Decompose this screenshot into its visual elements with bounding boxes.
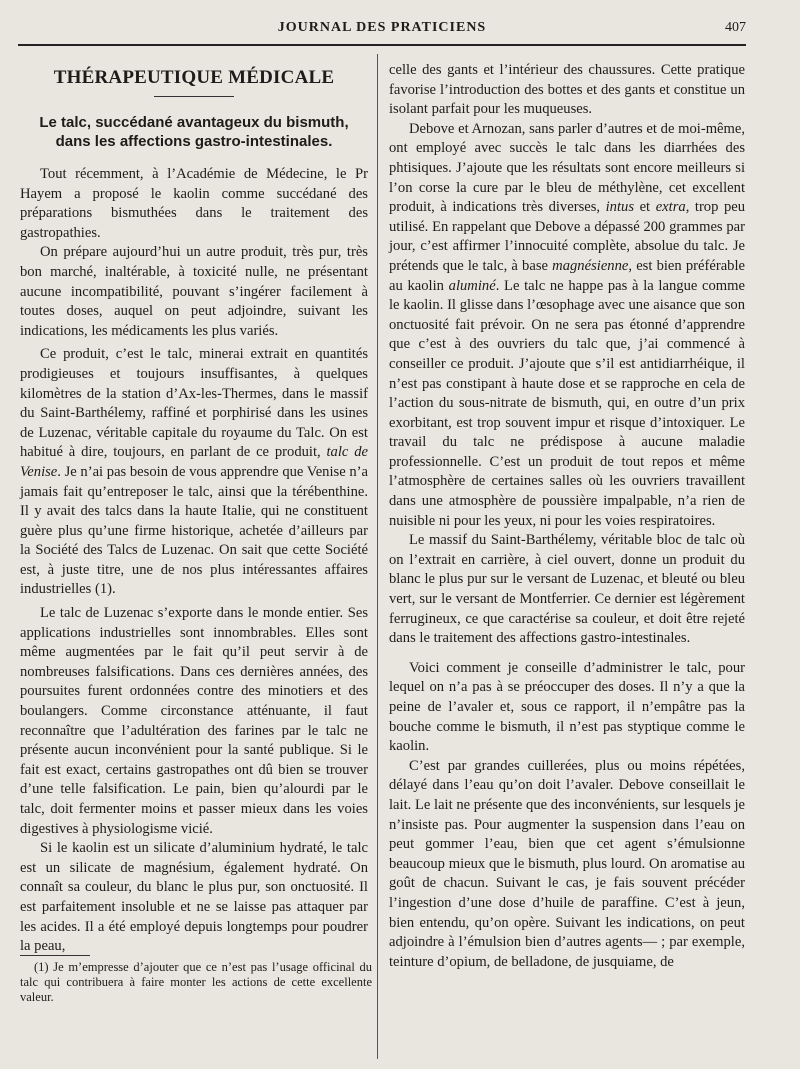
text-run: Debove et Arnozan, sans parler d’autres et de moi-même, ont employé avec succès le talc dans les diarrhées des phtisiques. J’ajoute que les résultats sont encore meilleurs si l’on corse la cure par le bleu de méthylène, cet excellent produit, à indications très diverses, — [389, 120, 745, 216]
article-title: Le talc, succédané avantageux du bismuth, dans les affections gastro-intestinales. — [39, 114, 349, 150]
journal-title: JOURNAL DES PRATICIENS — [277, 20, 487, 35]
italic-text: magnésienne — [552, 257, 629, 274]
text-run: , est bien préférable au kaolin — [389, 257, 745, 294]
title-rule — [154, 96, 234, 97]
paragraph: Si le kaolin est un silicate d’aluminium hydraté, le talc est un silicate de magnésium, également hydraté. On connaît sa couleur, du blanc le plus pur, son onctuosité. Il est parfaitement insoluble et ne se laisse pas attaquer par les acides. Il a été employé depuis longtemps pour poudrer la peau, — [20, 840, 368, 955]
paragraph: On prépare aujourd’hui un autre produit, très pur, très bon marché, inaltérable, à toxicité nulle, ne présentant aucune incompatibilité, pouvant s’ingérer facilement à toutes doses, auquel on peut adjoindre, suivant les indications, les médicaments les plus variés. — [20, 244, 368, 339]
text-run: . Le talc ne happe pas à la langue comme le kaolin. Il glisse dans l’œsophage avec une aisance que son onctuosité fait prévoir. On ne sera pas étonné d’apprendre que c’est à des ouvriers du talc que, j’ai commencé à conseiller ce produit. J’ajoute que s’il est antidiarrhéique, il n’est pas constipant à haute dose et se rapproche en cela de l’action du sous-nitrate de bismuth, qui, en outre d’un prix exorbitant, est trop souvent impur et risque d’intoxiquer. Le travail du talc ne prédispose à aucune maladie professionnelle. C’est un produit de tout repos et même l’atmosphère de certaines salles où les ouvriers travaillent dans une atmosphère de poussière impalpable, n’a rien de nuisible ni pour les yeux, ni pour les voies respiratoires. — [389, 277, 745, 529]
text-run: et — [639, 199, 651, 216]
footnote: (1) Je m’empresse d’ajouter que ce n’est pas l’usage officinal du talc qui contribuera à faire monter les actions de cette excellente valeur. — [20, 960, 372, 1004]
paragraph: Le massif du Saint-Barthélemy, véritable bloc de talc où on l’extrait en carrière, à ciel ouvert, donne un produit du blanc le plus pur sur le versant de Luzenac, et bleuté ou bleu vert, sur le versant de Montferrier. Ce dernier est légèrement ferrugineux, ce que caractérise sa couleur, et doit être rejeté dans le traitement des affections gastro-intestinales. — [389, 532, 745, 647]
column-divider — [377, 54, 378, 1059]
paragraph: Tout récemment, à l’Académie de Médecine, le Pr Hayem a proposé le kaolin comme succédané des préparations bismuthées dans le traitement des gastropathies. — [20, 166, 368, 241]
paragraph: Le talc de Luzenac s’exporte dans le monde entier. Ses applications industrielles sont innombrables. Elles sont même augmentées par le fait qu’il peut servir à de nombreuses falsifications. Dans ces dernières années, des poursuites furent ordonnées contre des minotiers et des boulangers. Comme circonstance atténuante, il faut reconnaître que l’adultération des farines par le talc ne présente aucun inconvénient pour la santé publique. Si le fait est exact, certains gastropathes ont dû bien se trouver d’une telle falsification. Le pain, bien qu’alourdi par le talc, doit fermenter moins et passer mieux dans les voies digestives à physiologisme vicié. — [20, 605, 368, 837]
running-head — [18, 20, 746, 40]
italic-text: aluminé — [448, 277, 496, 294]
text-run: Ce produit, c’est le talc, minerai extrait en quantités prodigieuses et toujours insuffisantes, à quelques kilomètres de la station d’Ax-les-Thermes, dans le massif du Saint-Barthélemy, raffiné et porphirisé dans les usines de Luzenac, véritable capitale du royaume du Talc. On est habitué à dire, toujours, en parlant de ce produit, — [20, 346, 368, 461]
header-rule — [18, 44, 746, 46]
page-number: 407 — [725, 20, 746, 35]
section-title: THÉRAPEUTIQUE MÉDICALE — [53, 67, 335, 88]
paragraph: Voici comment je conseille d’administrer le talc, pour lequel on n’a pas à se préoccuper des doses. Il n’y a que la peine de l’avaler et, sous ce rapport, il n’empâtre pas la bouche comme le bismuth, il n’est pas styptique comme le kaolin. — [389, 659, 745, 755]
paragraph: celle des gants et l’intérieur des chaussures. Cette pratique favorise l’introduction des bottes et des gants et constitue un isolant parfait pour les muqueuses. — [389, 62, 745, 118]
paragraph: C’est par grandes cuillerées, plus ou moins répétées, délayé dans l’eau qu’on doit l’avaler. Debove conseillait le lait. Le lait ne présente que des inconvénients, sur lesquels je n’insiste pas. Pour augmenter la suspension dans l’eau on peut gommer l’eau, bien que cet agent s’émulsionne beaucoup mieux que le bismuth, plus lourd. On aromatise au goût de chacun. Suivant le cas, je fais souvent précéder l’ingestion d’une dose d’huile de paraffine. C’est à jeun, bien entendu, qu’on opère. Suivant les indications, on peut adjoindre à l’émulsion bien d’autres agents— ; par exemple, teinture d’opium, de belladone, de jusquiame, de — [389, 757, 745, 970]
left-column — [20, 58, 368, 957]
italic-text: intus — [605, 199, 635, 216]
paragraph — [389, 120, 745, 531]
italic-text: talc de Venise — [20, 444, 368, 480]
footnote-rule — [20, 955, 90, 956]
right-column — [389, 61, 745, 972]
text-run: . Je n’ai pas besoin de vous apprendre que Venise n’a jamais fait qu’entreposer le talc, ainsi que la térébenthine. Il y avait des talcs dans la haute Italie, qui ne constituent guère plus qu’une firme historique, achetée d’ailleurs par la Société des Talcs de Luzenac. On sait que cette Société est, à juste titre, une de nos plus intéressantes affaires industrielles (1). — [20, 463, 368, 598]
paragraph — [20, 345, 368, 600]
italic-text: extra — [655, 199, 686, 216]
text-run: , trop peu utilisé. En rappelant que Debove a dépassé 200 grammes par jour, c’est affirmer l’innocuité complète, absolue du talc. Je prétends que le talc, à base — [389, 199, 746, 274]
